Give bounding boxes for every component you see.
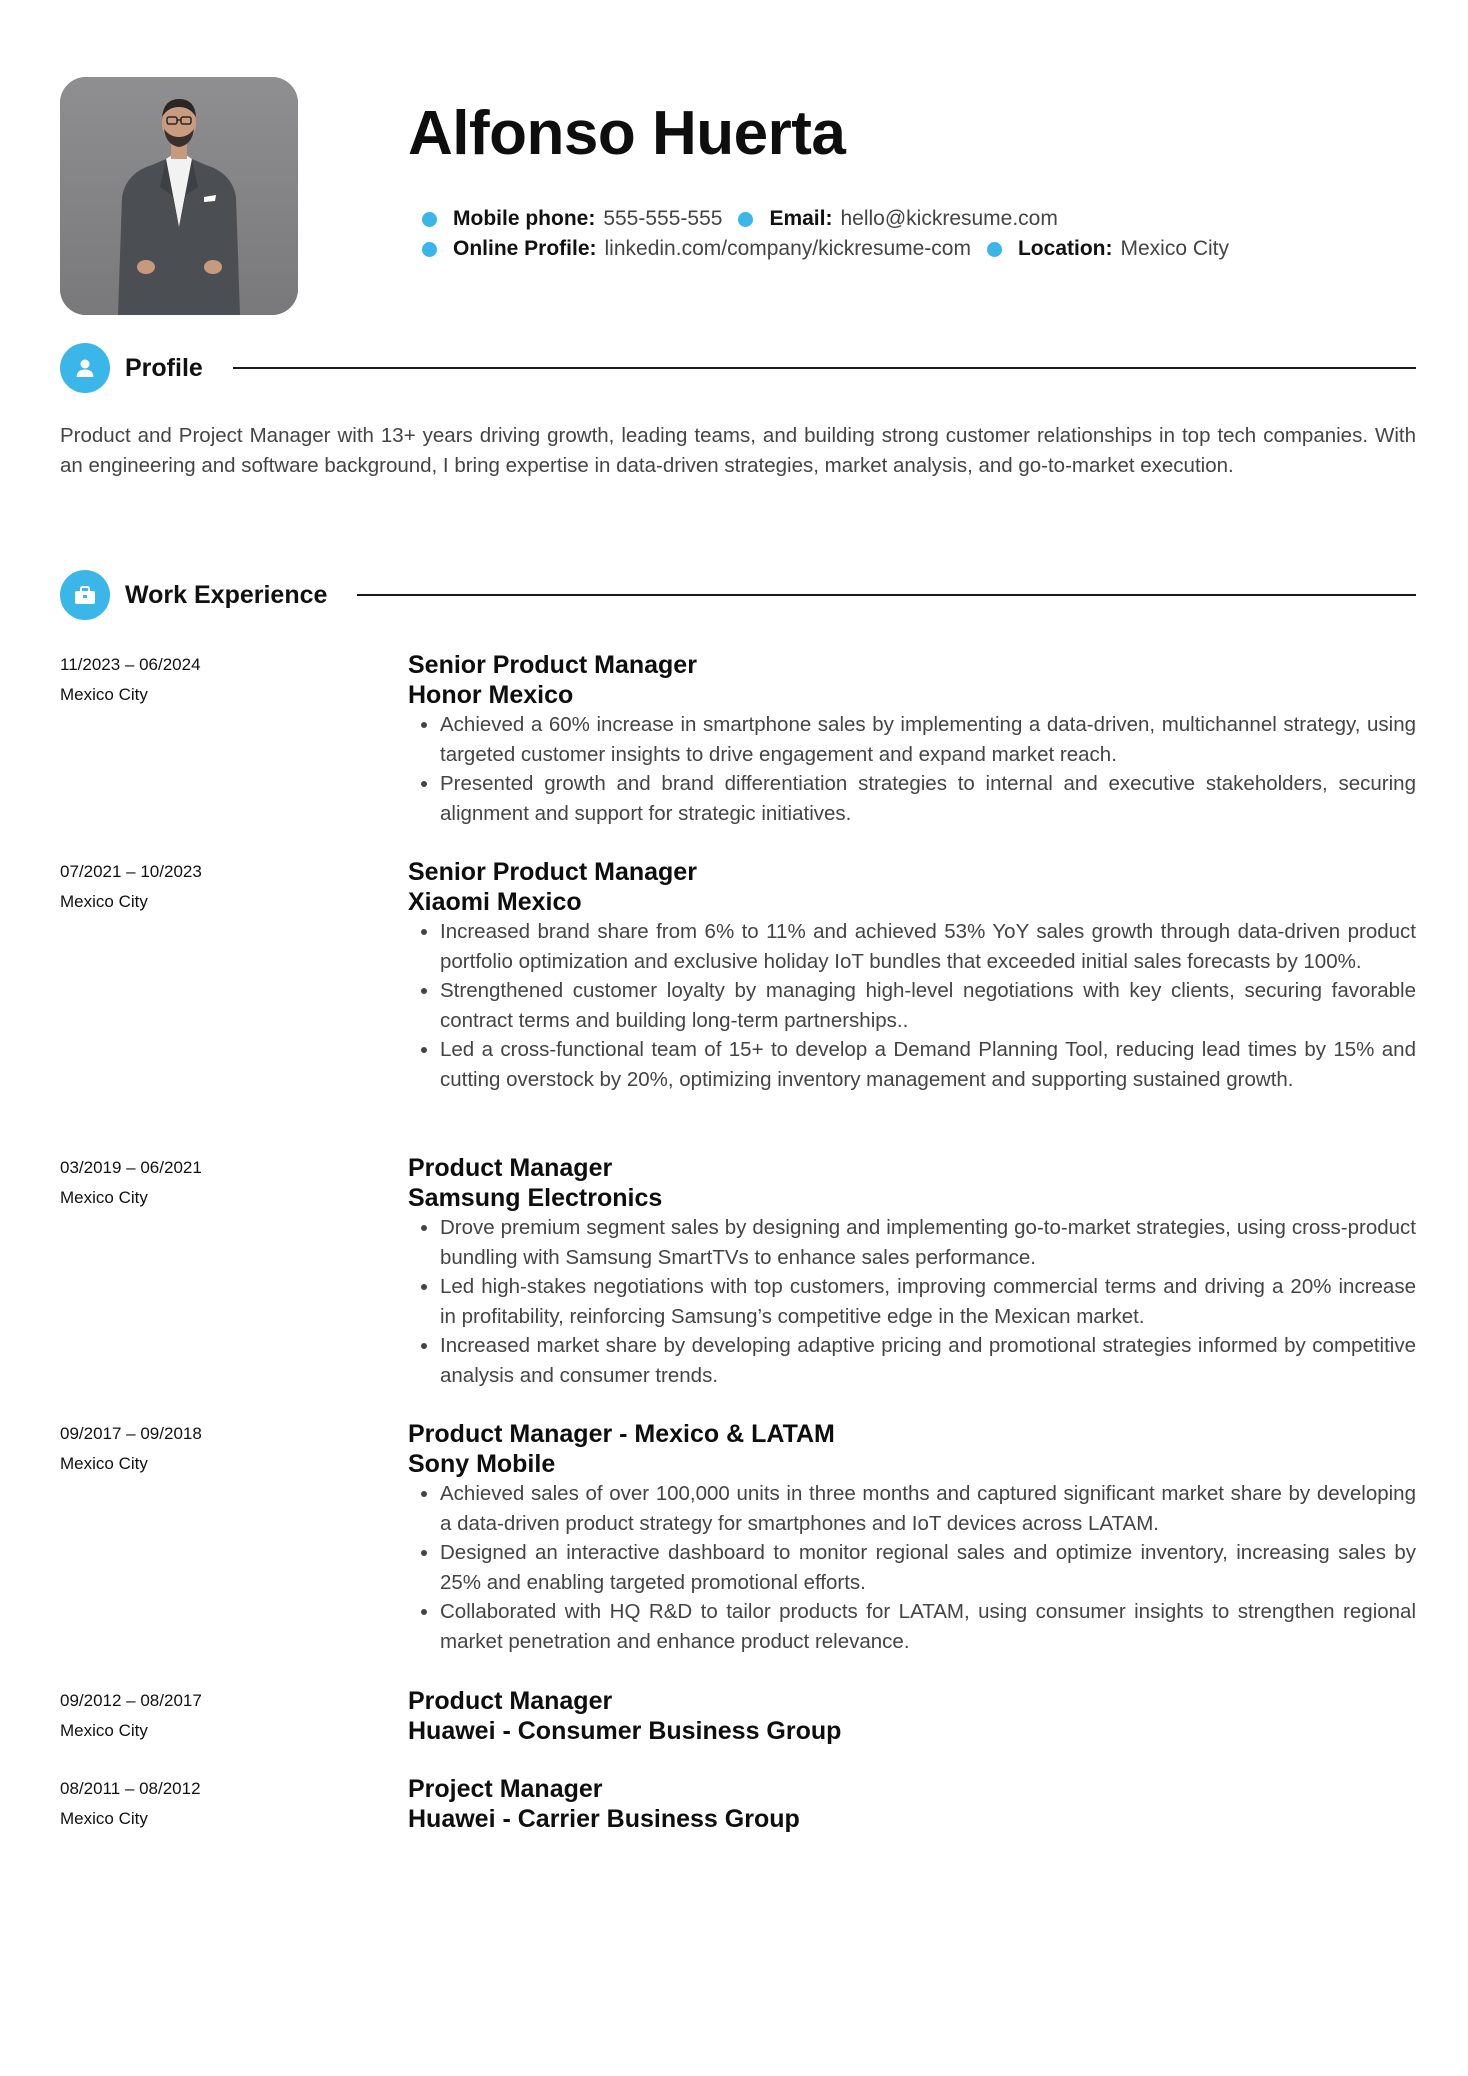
contact-value[interactable]: linkedin.com/company/kickresume-com: [604, 237, 971, 260]
job-meta: [60, 1686, 380, 1746]
job-dates: 11/2023 – 06/2024: [60, 655, 201, 674]
contact-info: [422, 204, 1422, 264]
job-bullet: • Strengthened customer loyalty by managing high-level negotiations with key clients, securing favorable contract terms and building long-term partnerships..: [440, 976, 1416, 1035]
job-bullet: • Increased brand share from 6% to 11% and achieved 53% YoY sales growth through data-driven product portfolio optimization and exclusive holiday IoT bundles that exceeded initial sales forecasts by 100%.: [440, 917, 1416, 976]
contact-online-profile: [422, 237, 971, 261]
briefcase-icon: [60, 570, 110, 620]
contact-label: Mobile phone:: [453, 207, 596, 230]
contact-label: Location:: [1017, 237, 1113, 260]
job-dates: 09/2012 – 08/2017: [60, 1691, 202, 1710]
job-body: [408, 1153, 1416, 1390]
job-title: Senior Product Manager: [408, 651, 697, 679]
job-body: [408, 857, 1416, 1094]
job-meta: [60, 1419, 380, 1479]
section-title: Work Experience: [125, 580, 328, 609]
job-bullets: [408, 917, 1416, 1094]
job-location: Mexico City: [60, 1721, 148, 1740]
job-location: Mexico City: [60, 685, 148, 704]
contact-email: [738, 207, 1057, 231]
job-meta: [60, 1153, 380, 1213]
section-divider: [233, 367, 1416, 369]
job-title: Product Manager: [408, 1154, 613, 1182]
job-dates: 03/2019 – 06/2021: [60, 1158, 202, 1177]
job-title: Project Manager: [408, 1775, 603, 1803]
profile-photo: [60, 77, 298, 315]
job-meta: [60, 1774, 380, 1834]
job-location: Mexico City: [60, 1454, 148, 1473]
job-bullet: • Achieved a 60% increase in smartphone sales by implementing a data-driven, multichannel strategy, using targeted customer insights to drive engagement and expand market reach.: [440, 710, 1416, 769]
job-bullet: • Designed an interactive dashboard to monitor regional sales and optimize inventory, increasing sales by 25% and enabling targeted promotional efforts.: [440, 1538, 1416, 1597]
job-meta: [60, 857, 380, 917]
job-meta: [60, 650, 380, 710]
bullet-dot-icon: [738, 212, 753, 227]
job-company: Sony Mobile: [408, 1450, 556, 1478]
job-location: Mexico City: [60, 1809, 148, 1828]
job-company: Huawei - Carrier Business Group: [408, 1805, 800, 1833]
job-bullets: [408, 710, 1416, 828]
job-body: [408, 1419, 1416, 1656]
person-icon: [60, 343, 110, 393]
profile-section-header: [60, 343, 1416, 393]
job-dates: 07/2021 – 10/2023: [60, 862, 202, 881]
job-title: Product Manager - Mexico & LATAM: [408, 1420, 835, 1448]
contact-row: [422, 234, 1422, 264]
contact-location: [987, 237, 1229, 261]
job-company: Honor Mexico: [408, 681, 574, 709]
job-bullet: • Led a cross-functional team of 15+ to develop a Demand Planning Tool, reducing lead times by 15% and cutting overstock by 20%, optimizing inventory management and supporting sustained growth.: [440, 1035, 1416, 1094]
contact-label: Email:: [769, 207, 833, 230]
job-title: Senior Product Manager: [408, 858, 697, 886]
job-title: Product Manager: [408, 1687, 613, 1715]
job-bullets: [408, 1213, 1416, 1390]
section-divider: [357, 594, 1416, 596]
job-bullet: • Achieved sales of over 100,000 units in three months and captured significant market share by developing a data-driven product strategy for smartphones and IoT devices across LATAM.: [440, 1479, 1416, 1538]
candidate-name: Alfonso Huerta: [408, 99, 846, 168]
job-location: Mexico City: [60, 1188, 148, 1207]
contact-value: Mexico City: [1120, 237, 1230, 260]
job-body: [408, 650, 1416, 828]
contact-value[interactable]: hello@kickresume.com: [840, 207, 1058, 230]
section-title: Profile: [125, 353, 203, 382]
job-bullet: • Increased market share by developing adaptive pricing and promotional strategies informed by competitive analysis and consumer trends.: [440, 1331, 1416, 1390]
work-experience-section-header: [60, 570, 1416, 620]
job-company: Xiaomi Mexico: [408, 888, 582, 916]
job-body: [408, 1774, 1416, 1834]
contact-mobile-phone: [422, 207, 722, 231]
bullet-dot-icon: [422, 212, 437, 227]
job-company: Samsung Electronics: [408, 1184, 663, 1212]
job-dates: 09/2017 – 09/2018: [60, 1424, 202, 1443]
job-dates: 08/2011 – 08/2012: [60, 1779, 201, 1798]
job-company: Huawei - Consumer Business Group: [408, 1717, 842, 1745]
bullet-dot-icon: [422, 242, 437, 257]
person-portrait-image: [60, 77, 298, 315]
job-bullets: [408, 1479, 1416, 1656]
profile-summary: Product and Project Manager with 13+ years driving growth, leading teams, and building strong customer relationships in top tech companies. With an engineering and software background, I bring expertise in data-driven strategies, market analysis, and go-to-market execution.: [60, 424, 1416, 477]
job-location: Mexico City: [60, 892, 148, 911]
job-bullet: • Presented growth and brand differentiation strategies to internal and executive stakeholders, securing alignment and support for strategic initiatives.: [440, 769, 1416, 828]
bullet-dot-icon: [987, 242, 1002, 257]
job-bullet: • Collaborated with HQ R&D to tailor products for LATAM, using consumer insights to strengthen regional market penetration and enhance product relevance.: [440, 1597, 1416, 1656]
contact-value: 555-555-555: [603, 207, 723, 230]
job-body: [408, 1686, 1416, 1746]
contact-row: [422, 204, 1422, 234]
job-bullet: • Led high-stakes negotiations with top customers, improving commercial terms and driving a 20% increase in profitability, reinforcing Samsung’s competitive edge in the Mexican market.: [440, 1272, 1416, 1331]
contact-label: Online Profile:: [453, 237, 597, 260]
job-bullet: • Drove premium segment sales by designing and implementing go-to-market strategies, using cross-product bundling with Samsung SmartTVs to enhance sales performance.: [440, 1213, 1416, 1272]
